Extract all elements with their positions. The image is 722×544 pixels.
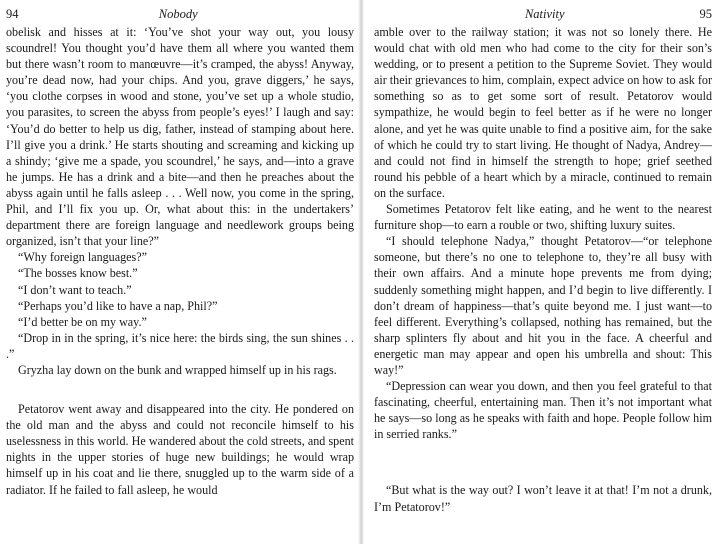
paragraph: “Why foreign languages?” bbox=[18, 250, 147, 265]
paragraph: “I’d better be on my way.” bbox=[18, 314, 147, 329]
paragraph: “Depression can wear you down, and then you feel grateful to that fascinating, cheerful, entertaining man. Then it’s not important what he says—so long as he speaks with faith and hope. People follow him in serried ranks.” bbox=[374, 379, 712, 442]
section-break bbox=[6, 378, 354, 401]
running-title: Nativity bbox=[524, 7, 565, 21]
right-page-header bbox=[374, 4, 712, 24]
paragraph: “The bosses know best.” bbox=[18, 266, 138, 281]
page-number: 94 bbox=[6, 7, 19, 21]
left-page-header bbox=[6, 4, 354, 24]
section-break bbox=[374, 442, 712, 482]
right-page-body bbox=[374, 24, 712, 515]
paragraph: Sometimes Petatorov felt like eating, and he went to the nearest furniture shop—to earn a rouble or two, shifting luxury suites. bbox=[374, 202, 712, 233]
paragraph: “I should telephone Nadya,” thought Petatorov—“or telephone someone, but there’s no one to telephone to, they’re all busy with their own affairs. And a minute hope prevents me from dying; suddenly something might happen, and I’d begin to live differently. I don’t dream of happiness—that’s quite beyond me. I just want—to feel different. Everything’s collapsed, nothing has remained, but the sharp splinters fly about and hit you in the face. A cheerful and energetic man may appear and open his umbrella and shout: This way!” bbox=[374, 234, 712, 377]
paragraph: “I don’t want to teach.” bbox=[18, 282, 132, 297]
paragraph: “But what is the way out? I won’t leave it at that! I’m not a drunk, I’m Petatorov!” bbox=[374, 483, 712, 514]
right-page bbox=[362, 0, 722, 544]
paragraph: amble over to the railway station; it was not so lonely there. He would chat with old men who had come to the city for their son’s wedding, or to present a petition to the Supreme Soviet. They would air their grievances to him, complain, expect advice on how to ask for something so as to get some sort of result. Petatorov would sympathize, he would begin to feel better as if he were no longer alone, and yet he was quite unable to find a positive aim, for the sake of which he could try to start living. He thought of Nadya, Andrey—and could not find in himself the strength to hope; grief seethed round his pebble of a heart which by a miracle, continued to remain on the surface. bbox=[374, 25, 712, 200]
paragraph: obelisk and hisses at it: ‘You’ve shot your way out, you lousy scoundrel! You thought you’d have them all where you wanted them but there wasn’t room to manœuvre—it’s cramped, the abyss! Anyway, you’re dead now, had your chips. And you, grave diggers,’ he says, ‘you clothe corpses in wood and stone, you’ve set up a whole studio, you parasites, to screen the abyss from people’s eyes!’ I laugh and say: ‘You’d do better to help us dig, father, instead of stamping about here. I’ll give you a drink.’ He starts shouting and screaming and kicking up a shindy; ‘give me a spade, you scoundrel,’ he says, and—into a grave he jumps. He has a drink and a bite—and then he preaches about the abyss again until he falls asleep . . . Well now, you come in the spring, Phil, and I’ll fix you up. Or, what about this: in the undertakers’ department there are foreign language and needlework groups being organized, isn’t that your line?” bbox=[6, 25, 354, 249]
page-number: 95 bbox=[699, 7, 712, 21]
paragraph: Petatorov went away and disappeared into the city. He pondered on the old man and the abyss and could not reconcile himself to his uselessness in this world. He wandered about the cold streets, and spent nights in the upper stories of huge new buildings; he would wrap himself up in his coat and lie there, snuggled up to the warm side of a radiator. If he failed to fall asleep, he would bbox=[6, 402, 354, 497]
running-title: Nobody bbox=[158, 7, 198, 21]
paragraph: “Perhaps you’d like to have a nap, Phil?” bbox=[18, 298, 218, 313]
paragraph: “Drop in in the spring, it’s nice here: the birds sing, the sun shines . . .” bbox=[6, 330, 354, 361]
paragraph: Gryzha lay down on the bunk and wrapped himself up in his rags. bbox=[18, 362, 337, 377]
left-page-body bbox=[6, 24, 354, 498]
